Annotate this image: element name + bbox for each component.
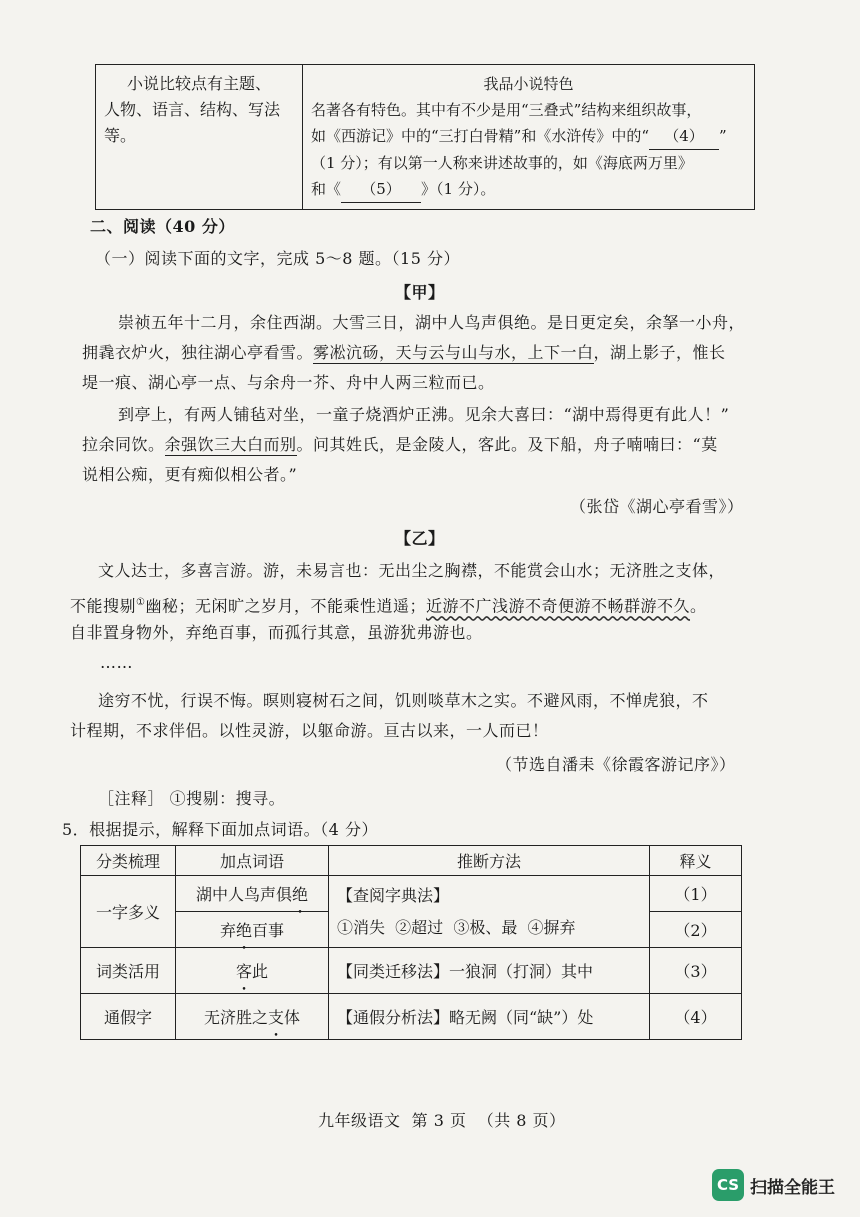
wavy-underlined-sentence: 近游不广浅游不奇便游不畅群游不久	[426, 596, 691, 616]
top-table	[95, 64, 755, 210]
word-cell: 无济胜之支体	[176, 994, 329, 1040]
camscanner-logo-icon: CS	[712, 1169, 744, 1201]
left-cell-line: 等。	[104, 126, 137, 145]
scanner-watermark	[712, 1169, 835, 1201]
category-cell: 一字多义	[81, 876, 176, 948]
yi-paragraph-line: 计程期，不求伴侣。以性灵游，以躯命游。亘古以来，一人而已！	[70, 721, 549, 740]
yi-paragraph-line: 途穷不忧，行误不悔。暝则寝树石之间，饥则啖草木之实。不避风雨，不惮虎狼，不	[98, 691, 709, 710]
word-cell: 湖中人鸟声俱绝	[176, 876, 329, 912]
left-cell-line: 人物、语言、结构、写法	[104, 100, 281, 119]
jia-paragraph-line: 到亭上，有两人铺毡对坐，一童子烧酒炉正沸。见余大喜曰：“湖中焉得更有此人！”	[118, 405, 730, 424]
method-cell: 【通假分析法】略无阙（同“缺”）处	[329, 994, 650, 1040]
jia-paragraph-line: 说相公痴，更有痴似相公者。”	[82, 465, 298, 484]
blank-4[interactable]: （4）	[649, 123, 719, 150]
word-cell: 客此	[176, 948, 329, 994]
jia-paragraph-line: 崇祯五年十二月，余住西湖。大雪三日，湖中人鸟声俱绝。是日更定矣，余拏一小舟，	[118, 313, 746, 332]
right-cell-line: 名著各有特色。其中有不少是用“三叠式”结构来组织故事，	[311, 101, 702, 119]
method-cell: 【同类迁移法】一狼洞（打洞）其中	[329, 948, 650, 994]
header-meaning: 释义	[650, 846, 742, 876]
right-cell-title: 我品小说特色	[483, 75, 574, 93]
underlined-sentence: 余强饮三大白而别	[164, 435, 297, 454]
yi-paragraph-line: 文人达士，多喜言游。游，未易言也：无出尘之胸襟，不能赏会山水；无济胜之支体，	[98, 561, 726, 580]
top-table-left-cell	[96, 65, 303, 210]
answer-cell-4[interactable]: （4）	[650, 994, 742, 1040]
top-table-right-cell	[303, 65, 755, 210]
jia-source: （张岱《湖心亭看雪》）	[570, 497, 744, 516]
jia-paragraph-line: 拉余同饮。余强饮三大白而别。问其姓氏，是金陵人，客此。及下船，舟子喃喃曰：“莫	[82, 435, 718, 454]
section-title: 二、阅读（40 分）	[90, 217, 235, 236]
yi-paragraph-line: 自非置身物外，弃绝百事，而孤行其意，虽游犹弗游也。	[70, 623, 483, 642]
jia-paragraph-line: 拥毳衣炉火，独往湖心亭看雪。雾凇沆砀，天与云与山与水，上下一白，湖上影子，惟长	[82, 343, 726, 362]
right-cell-line: 和《 （5） 》（1 分）。	[311, 176, 746, 203]
method-cell: 【查阅字典法】 ①消失 ②超过 ③极、最 ④摒弃	[329, 876, 650, 948]
answer-cell-3[interactable]: （3）	[650, 948, 742, 994]
category-cell: 通假字	[81, 994, 176, 1040]
watermark-text: 扫描全能王	[750, 1177, 835, 1198]
header-category: 分类梳理	[81, 846, 176, 876]
yi-paragraph-line: 不能搜剔①幽秘；无闲旷之岁月，不能乘性逍遥；近游不广浅游不奇便游不畅群游不久。	[70, 596, 707, 616]
answer-cell-1[interactable]: （1）	[650, 876, 742, 912]
header-word: 加点词语	[176, 846, 329, 876]
jia-heading: 【甲】	[395, 283, 445, 302]
question-5-table	[80, 845, 742, 1040]
word-cell: 弃绝百事	[176, 912, 329, 948]
right-cell-line: （1 分）；有以第一人称来讲述故事的，如《海底两万里》	[311, 154, 693, 172]
answer-cell-2[interactable]: （2）	[650, 912, 742, 948]
yi-heading: 【乙】	[395, 529, 445, 548]
annotation-note: ［注释］ ①搜剔：搜寻。	[98, 789, 286, 808]
question-5-title: 5．根据提示，解释下面加点词语。（4 分）	[62, 820, 378, 839]
ellipsis: ……	[100, 653, 133, 672]
underlined-sentence: 雾凇沆砀，天与云与山与水，上下一白	[313, 343, 594, 362]
blank-5[interactable]: （5）	[341, 176, 421, 203]
subsection-title: （一）阅读下面的文字，完成 5～8 题。（15 分）	[95, 249, 460, 268]
category-cell: 词类活用	[81, 948, 176, 994]
left-cell-line: 小说比较点有主题、	[126, 74, 271, 93]
yi-source: （节选自潘耒《徐霞客游记序》）	[496, 755, 736, 774]
page-footer: 九年级语文 第 3 页 （共 8 页）	[318, 1111, 566, 1130]
jia-paragraph-line: 堤一痕、湖心亭一点、与余舟一芥、舟中人两三粒而已。	[82, 373, 495, 392]
right-cell-line: 如《西游记》中的“三打白骨精”和《水浒传》中的“ （4） ”	[311, 123, 746, 150]
header-method: 推断方法	[329, 846, 650, 876]
